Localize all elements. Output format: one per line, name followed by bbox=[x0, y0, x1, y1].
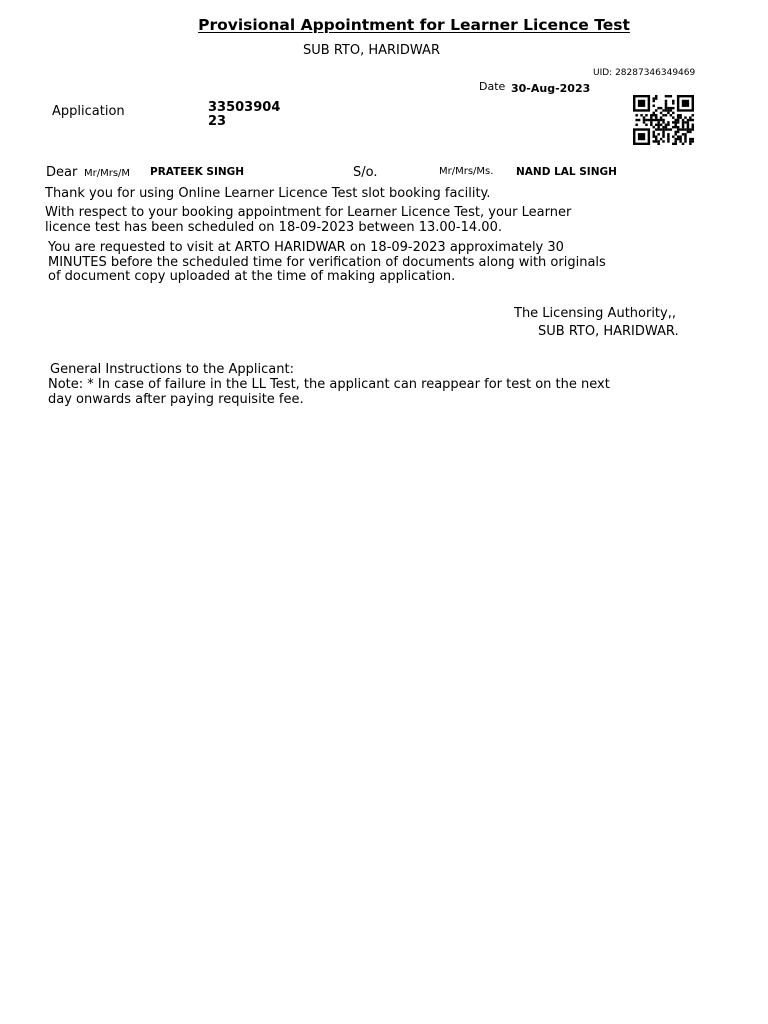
paragraph-schedule: With respect to your booking appointment for Learner Licence Test, your Learner licence test has been scheduled on 18-09-2023 between 13.00-14.00. bbox=[45, 205, 572, 235]
application-number-line-1: 33503904 bbox=[208, 100, 281, 115]
paragraph-visit: You are requested to visit at ARTO HARIDWAR on 18-09-2023 approximately 30 MINUTES before the scheduled time for verification of documents along with originals of document copy uploaded at the time of making application. bbox=[48, 240, 606, 284]
date-value: 30-Aug-2023 bbox=[511, 82, 591, 95]
application-number-line-2: 23 bbox=[208, 114, 227, 129]
paragraph-thank-you: Thank you for using Online Learner Licence Test slot booking facility. bbox=[45, 186, 491, 201]
uid-text: UID: 28287346349469 bbox=[593, 68, 696, 78]
date-label: Date bbox=[479, 80, 506, 93]
dear-label: Dear bbox=[46, 165, 78, 180]
qr-code-icon bbox=[633, 95, 694, 145]
signature-office: SUB RTO, HARIDWAR. bbox=[538, 324, 679, 339]
qr-code-graphic bbox=[633, 95, 694, 145]
father-name: NAND LAL SINGH bbox=[516, 166, 617, 178]
signature-authority: The Licensing Authority,, bbox=[514, 306, 676, 321]
instructions-title: General Instructions to the Applicant: bbox=[50, 362, 294, 377]
instructions-note: Note: * In case of failure in the LL Test, the applicant can reappear for test on the next day onwards after paying requisite fee. bbox=[48, 377, 610, 407]
office-name: SUB RTO, HARIDWAR bbox=[303, 43, 440, 58]
relation-prefix: Mr/Mrs/Ms. bbox=[439, 166, 494, 177]
page-title: Provisional Appointment for Learner Licence Test bbox=[198, 16, 630, 34]
application-label: Application bbox=[52, 104, 125, 119]
applicant-name: PRATEEK SINGH bbox=[150, 166, 245, 178]
salutation-prefix: Mr/Mrs/M bbox=[84, 168, 131, 179]
relation-label: S/o. bbox=[353, 165, 378, 180]
